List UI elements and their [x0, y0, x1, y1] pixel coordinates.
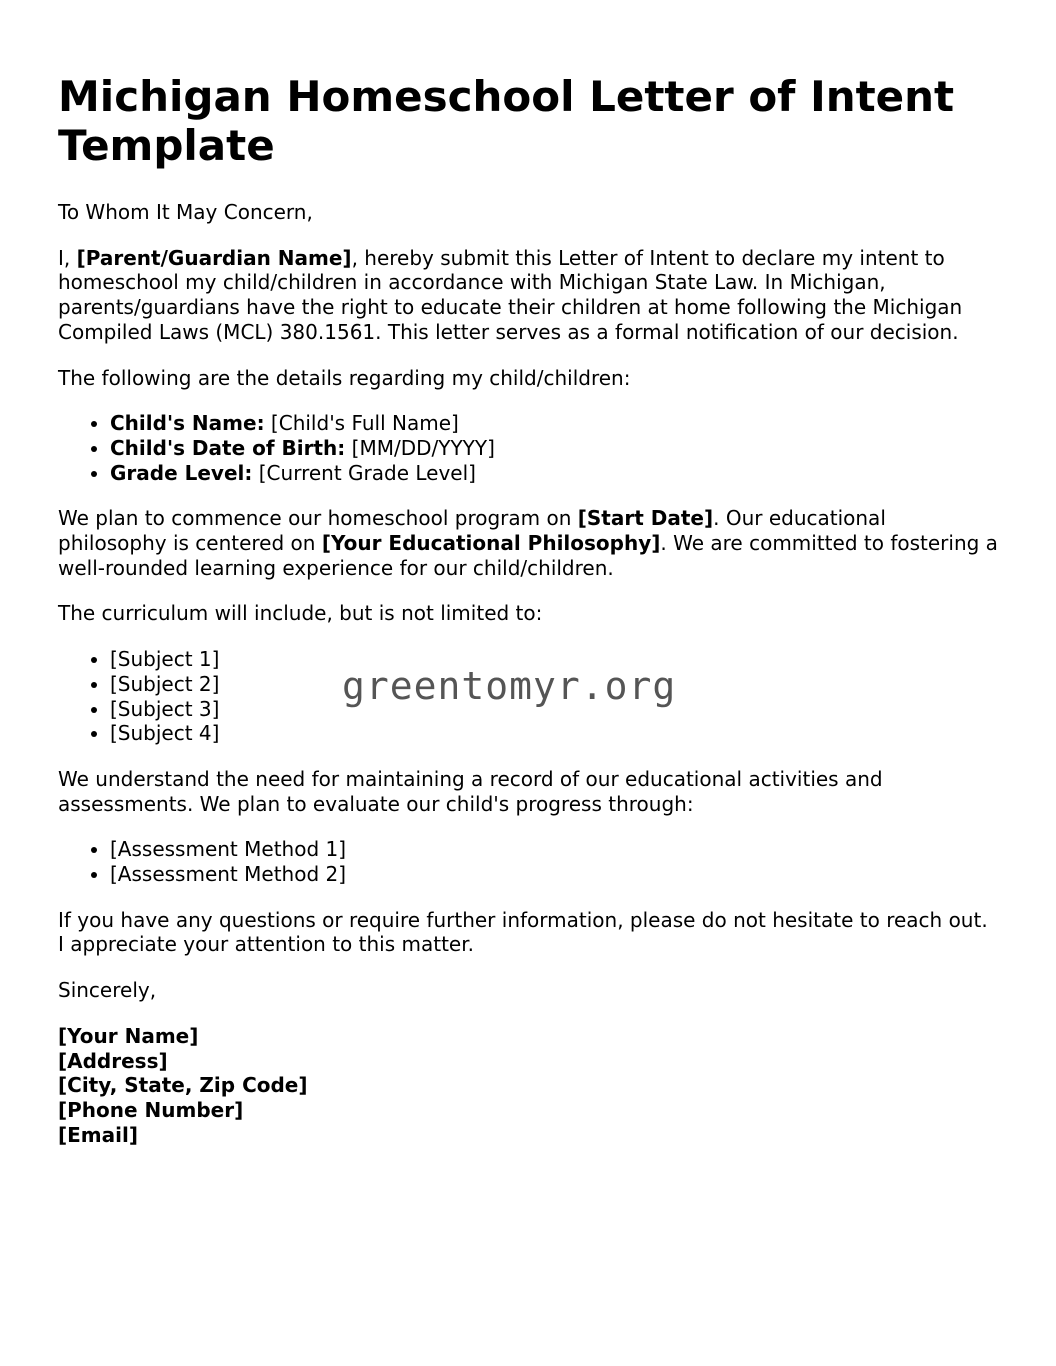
program-text-3: . We are committed to fostering a well-rounded learning experience for our child/children.	[58, 531, 998, 580]
detail-value: [Current Grade Level]	[252, 460, 476, 485]
detail-label: Child's Name:	[110, 411, 265, 436]
signature-phone: [Phone Number]	[58, 1097, 244, 1122]
greeting: To Whom It May Concern,	[58, 200, 313, 224]
list-item: • [Subject 3]	[110, 697, 998, 722]
parent-name-placeholder: [Parent/Guardian Name]	[76, 245, 352, 270]
detail-value: [Child's Full Name]	[264, 411, 459, 436]
list-item: • [Assessment Method 2]	[110, 862, 998, 887]
program-paragraph	[58, 506, 998, 580]
list-item: • [Assessment Method 1]	[110, 837, 998, 862]
list-item	[110, 436, 998, 461]
signature-email: [Email]	[58, 1122, 138, 1147]
detail-label: Grade Level:	[110, 460, 253, 485]
start-date-placeholder: [Start Date]	[577, 506, 714, 531]
curriculum-intro: The curriculum will include, but is not limited to:	[58, 601, 543, 626]
child-details-list	[58, 411, 998, 485]
program-text-1: We plan to commence our homeschool program on	[58, 506, 578, 531]
list-item	[110, 411, 998, 436]
signature-city: [City, State, Zip Code]	[58, 1073, 308, 1098]
program-text-2: . Our educational philosophy is centered on	[58, 506, 886, 556]
closing-paragraph: If you have any questions or require further information, please do not hesitate to reach out. I appreciate your attention to this matter.	[58, 907, 988, 957]
intro-paragraph	[58, 246, 998, 345]
signature-address: [Address]	[58, 1048, 168, 1073]
watermark: greentomyr.org	[342, 664, 677, 708]
intro-text-1: I,	[58, 245, 77, 270]
detail-label: Child's Date of Birth:	[110, 435, 346, 460]
philosophy-placeholder: [Your Educational Philosophy]	[321, 531, 661, 556]
detail-value: [MM/DD/YYYY]	[345, 435, 495, 460]
details-intro: The following are the details regarding my child/children:	[58, 365, 631, 390]
list-item: • [Subject 2]	[110, 672, 998, 697]
list-item: • [Subject 4]	[110, 721, 998, 746]
letter-page	[58, 72, 998, 1147]
sign-off: Sincerely,	[58, 978, 157, 1003]
signature-name: [Your Name]	[58, 1023, 199, 1048]
list-item	[110, 461, 998, 486]
page-title: Michigan Homeschool Letter of Intent Template	[58, 72, 955, 170]
list-item: • [Subject 1]	[110, 647, 998, 672]
assessments-list	[58, 837, 998, 886]
signature-block	[58, 1024, 998, 1148]
assessment-intro: We understand the need for maintaining a record of our educational activities and assessments. We plan to evaluate our child's progress through:	[58, 766, 883, 816]
intro-text-2: , hereby submit this Letter of Intent to declare my intent to homeschool my child/children in accordance with Michigan State Law. In Michigan, parents/guardians have the right to educate their children at home following the Michigan Compiled Laws (MCL) 380.1561. This letter serves as a formal notification of our decision.	[58, 245, 963, 344]
